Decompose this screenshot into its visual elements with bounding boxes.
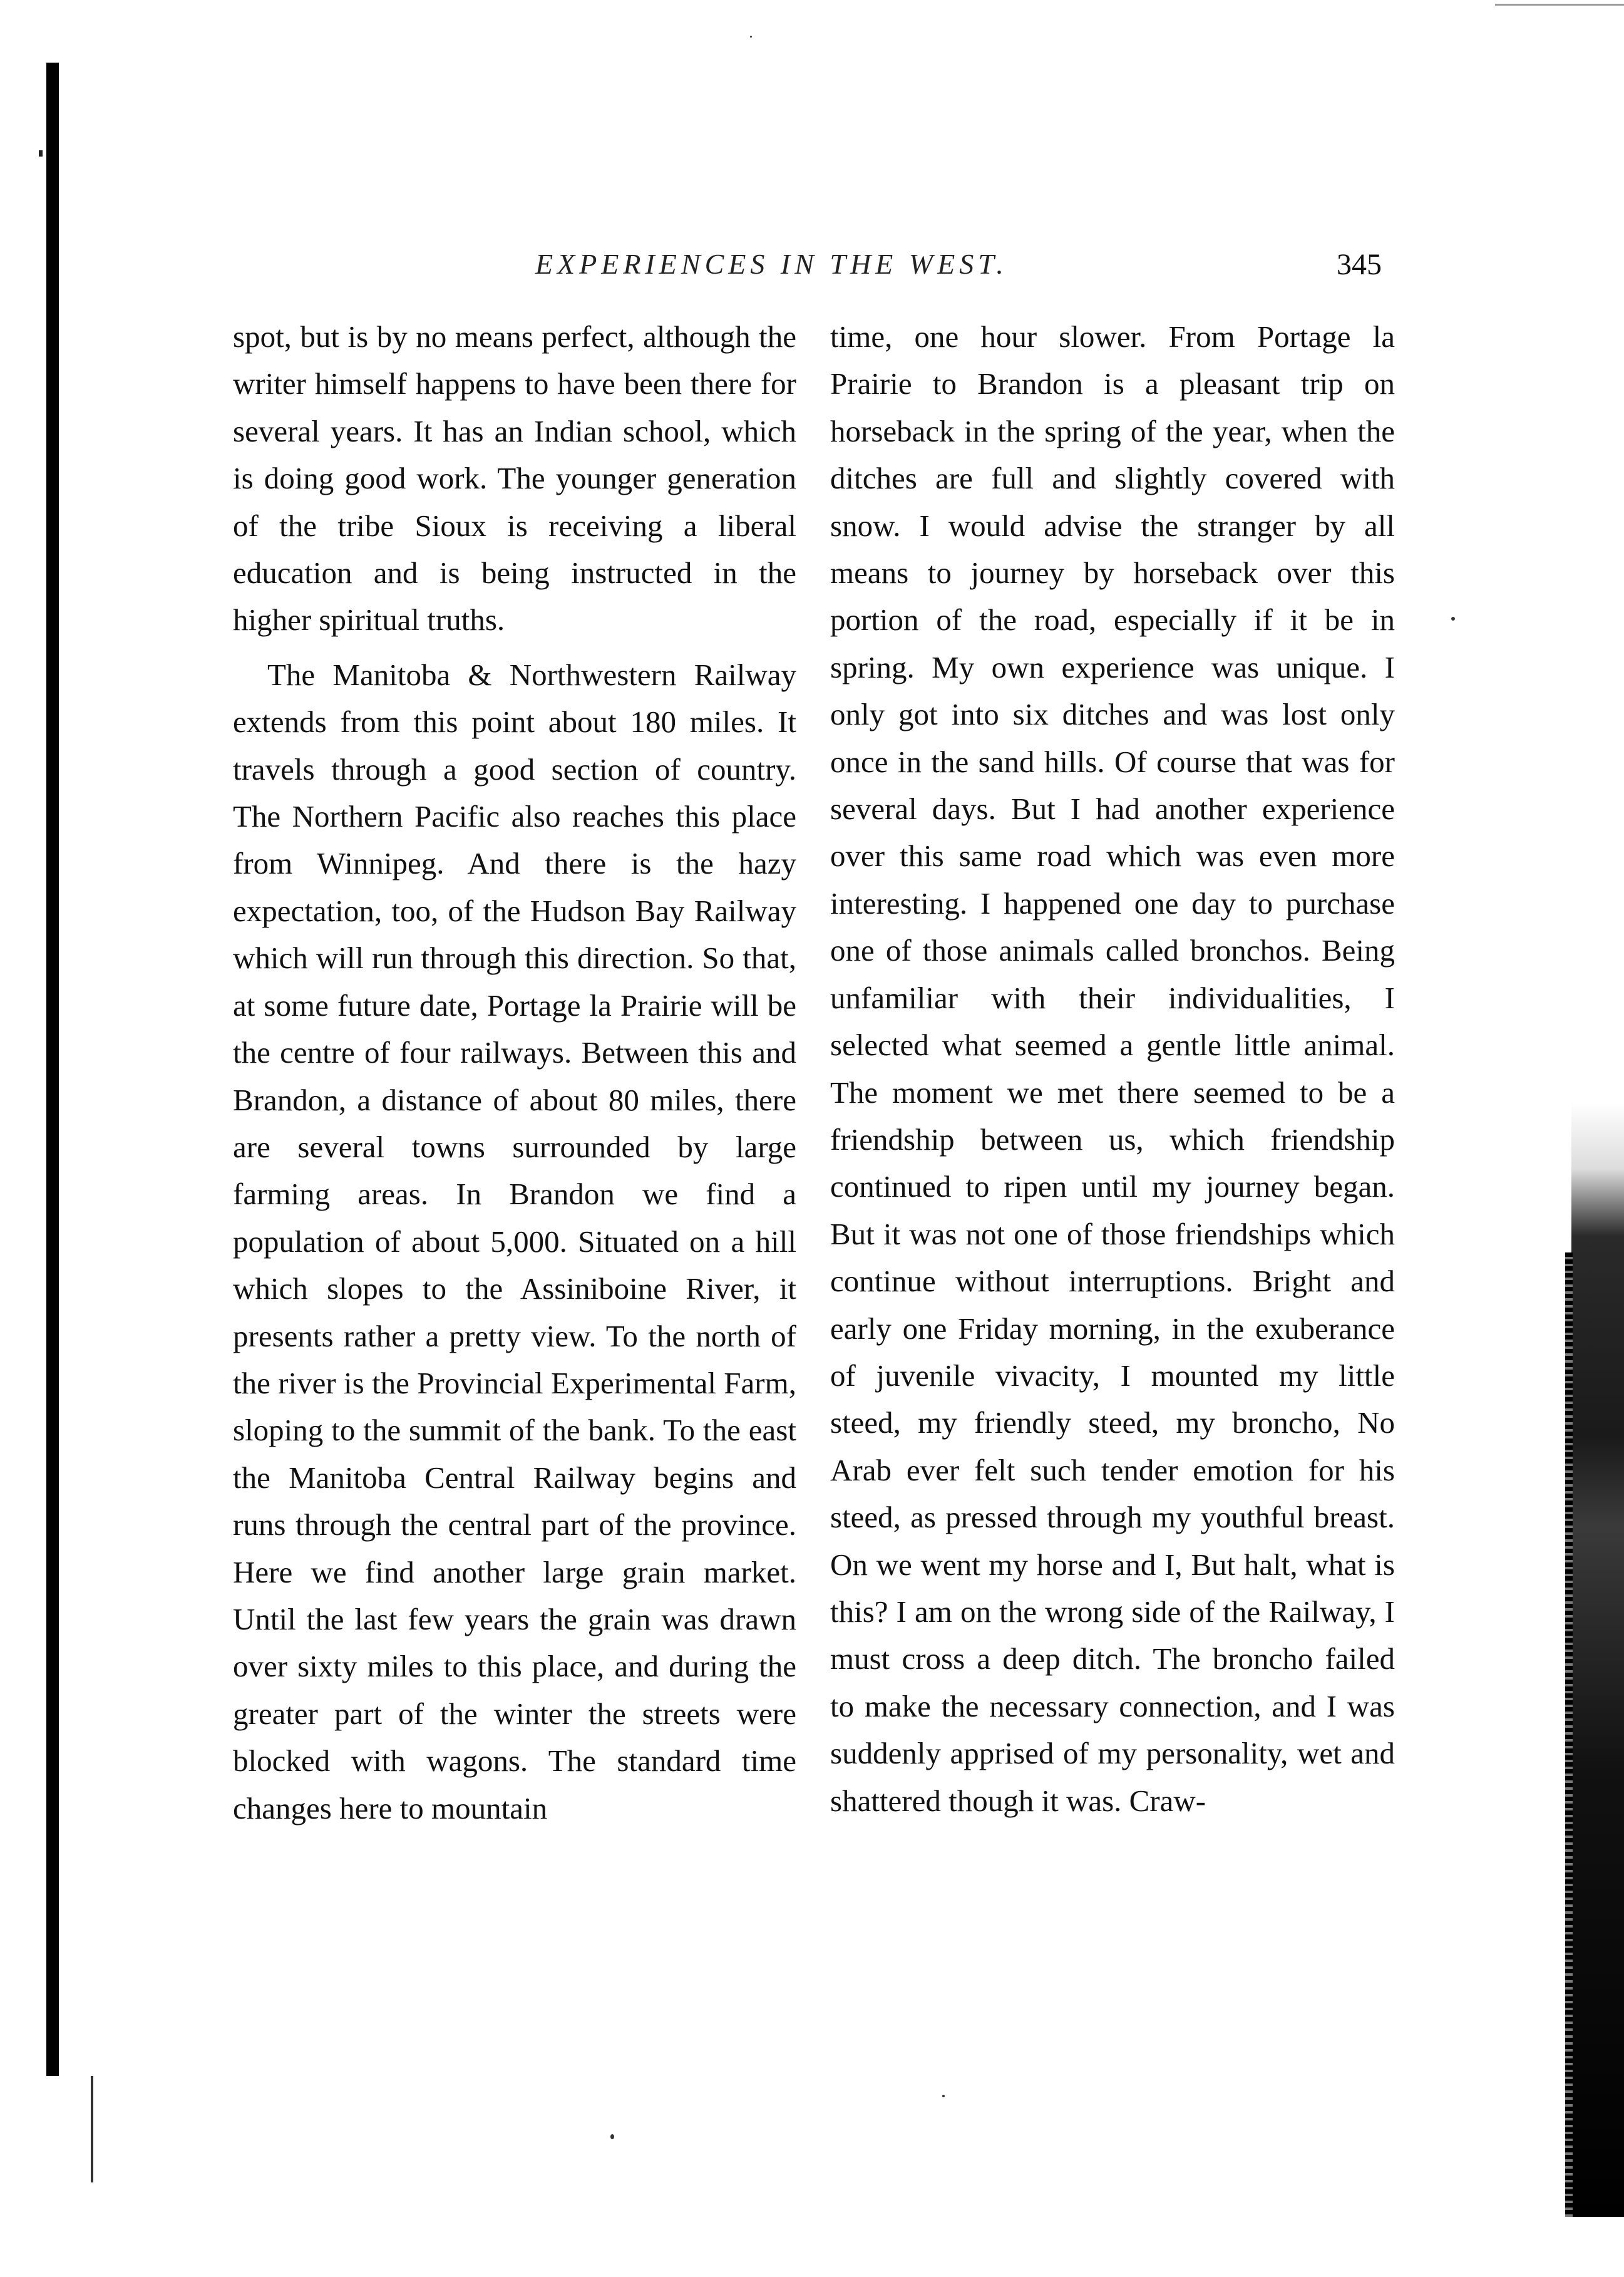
left-binding-shadow-tail	[91, 2076, 93, 2182]
right-paragraph-1: time, one hour slower. From Portage la Prairie to Brandon is a pleasant trip on horseback in the spring of the year, when the ditches are full and slightly covered with snow. I would advise the stranger by all means to journey by horseback over this portion of the road, especially if it be in spring. My own experience was unique. I only got into six ditches and was lost only once in the sand hills. Of course that was for several days. But I had another experience over this same road which was even more interesting. I happened one day to purchase one of those animals called bronchos. Being unfamiliar with their individualities, I selected what seemed a gentle little animal. The moment we met there seemed to be a friendship between us, which friendship continued to ripen until my journey began. But it was not one of those friendships which continue without interruptions. Bright and early one Friday morning, in the exuberance of juvenile vivacity, I mounted my little steed, my friendly steed, my broncho, No Arab ever felt such tender emotion for his steed, as pressed through my youthful breast. On we went my horse and I, But halt, what is this? I am on the wrong side of the Railway, I must cross a deep ditch. The broncho failed to make the necessary connection, and I was suddenly apprised of my personality, wet and shattered though it was. Craw-	[830, 319, 1395, 1818]
page-number: 345	[1337, 248, 1382, 281]
right-page-edge-texture	[1565, 1252, 1573, 2217]
scan-speck	[942, 2095, 945, 2097]
top-edge-rule	[1495, 4, 1624, 6]
scan-speck	[1451, 617, 1455, 621]
right-text-column	[830, 313, 1395, 1824]
running-head-title: EXPERIENCES IN THE WEST.	[535, 248, 1008, 280]
left-text-column	[233, 313, 796, 1832]
left-paragraph-1: spot, but is by no means perfect, although the writer himself happens to have been there for several years. It has an Indian school, which is doing good work. The younger generation of the tribe Sioux is receiving a liberal education and is being instructed in the higher spiritual truths.	[233, 319, 796, 638]
right-page-edge-shadow	[1571, 1102, 1624, 2217]
left-margin-speck	[39, 150, 43, 157]
scan-speck	[610, 2134, 614, 2139]
scan-speck	[750, 36, 752, 38]
left-paragraph-2: The Manitoba & Northwestern Railway extends from this point about 180 miles. It travels through a good section of country. The Northern Pacific also reaches this place from Winnipeg. And there is the hazy expectation, too, of the Hudson Bay Railway which will run through this direction. So that, at some future date, Portage la Prairie will be the centre of four railways. Between this and Brandon, a distance of about 80 miles, there are several towns surrounded by large farming areas. In Brandon we find a population of about 5,000. Situated on a hill which slopes to the Assiniboine River, it presents rather a pretty view. To the north of the river is the Provincial Experimental Farm, sloping to the summit of the bank. To the east the Manitoba Central Railway begins and runs through the central part of the province. Here we find another large grain market. Until the last few years the grain was drawn over sixty miles to this place, and during the greater part of the winter the streets were blocked with wagons. The standard time changes here to mountain	[233, 657, 796, 1825]
left-binding-shadow	[46, 63, 59, 2076]
running-head	[0, 247, 1624, 297]
